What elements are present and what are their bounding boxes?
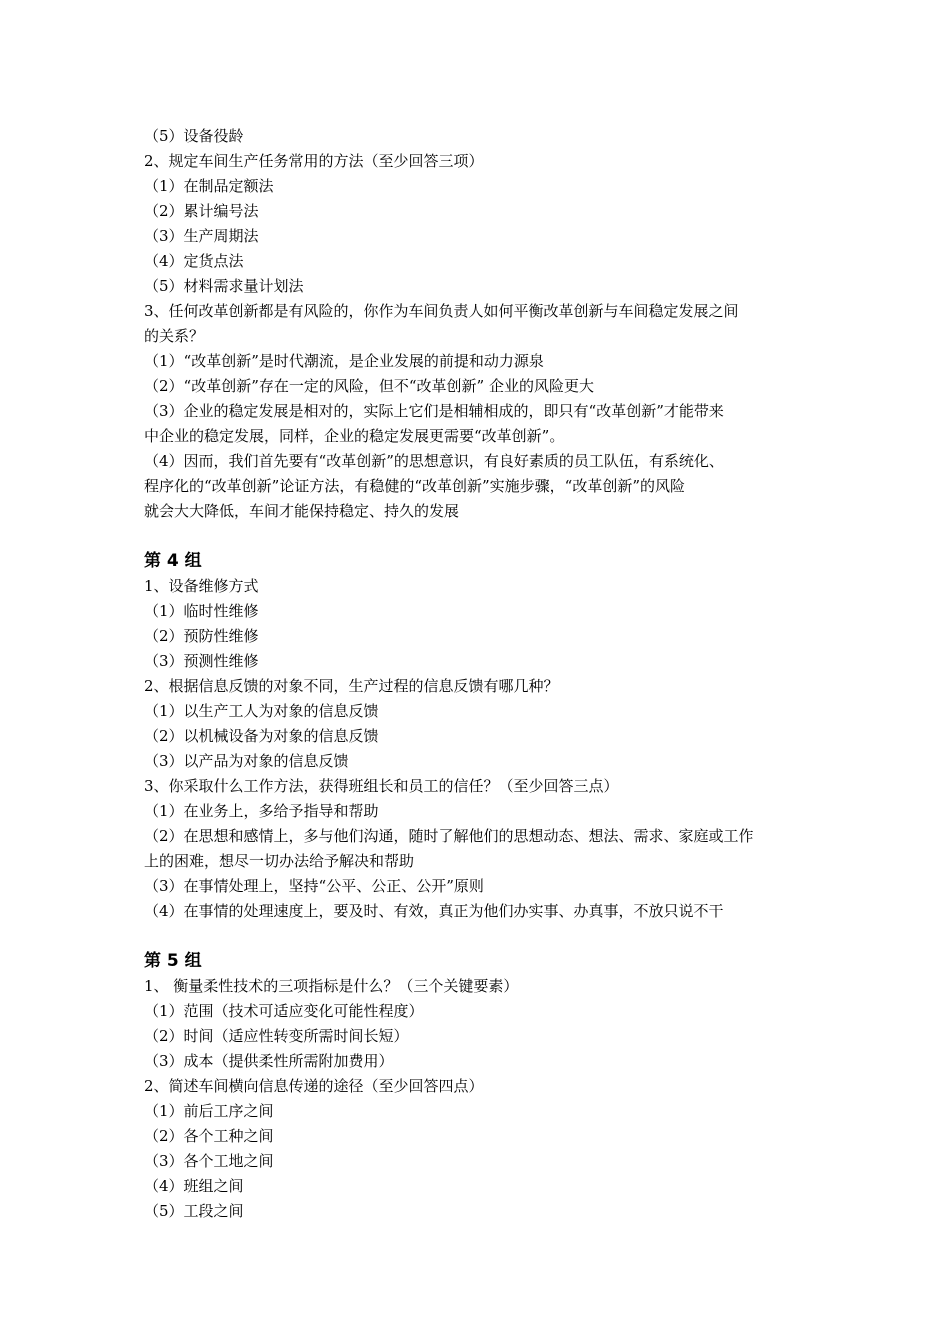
text-line: （2）预防性维修 <box>144 627 259 645</box>
text-line: （3）成本（提供柔性所需附加费用） <box>144 1052 394 1070</box>
text-line: （1）范围（技术可适应变化可能性程度） <box>144 1002 424 1020</box>
text-line: （2）累计编号法 <box>144 202 259 220</box>
text-line: （1）“改革创新”是时代潮流，是企业发展的前提和动力源泉 <box>144 352 544 370</box>
text-line: （3）企业的稳定发展是相对的，实际上它们是相辅相成的，即只有“改革创新”才能带来 <box>144 402 724 420</box>
text-line: （2）各个工种之间 <box>144 1127 274 1145</box>
text-line: 的关系？ <box>144 327 205 345</box>
text-line: 3、任何改革创新都是有风险的，你作为车间负责人如何平衡改革创新与车间稳定发展之间 <box>144 302 739 320</box>
paragraph-gap <box>144 524 810 549</box>
text-line: （5）材料需求量计划法 <box>144 277 304 295</box>
group-heading: 第 4 组 <box>144 551 202 571</box>
section-continued-questions <box>144 124 810 524</box>
text-line: （1）前后工序之间 <box>144 1102 274 1120</box>
text-line: 1、 衡量柔性技术的三项指标是什么？（三个关键要素） <box>144 977 519 995</box>
text-line: （5）设备役龄 <box>144 127 244 145</box>
text-line: （1）在制品定额法 <box>144 177 274 195</box>
text-line: （5）工段之间 <box>144 1202 244 1220</box>
text-line: 2、规定车间生产任务常用的方法（至少回答三项） <box>144 152 484 170</box>
section-group-5 <box>144 949 810 1224</box>
text-line: （1）临时性维修 <box>144 602 259 620</box>
text-line: （1）以生产工人为对象的信息反馈 <box>144 702 379 720</box>
text-line: 2、根据信息反馈的对象不同，生产过程的信息反馈有哪几种？ <box>144 677 559 695</box>
group-heading: 第 5 组 <box>144 951 202 971</box>
paragraph-gap <box>144 924 810 949</box>
text-line: （3）生产周期法 <box>144 227 259 245</box>
text-line: （2）以机械设备为对象的信息反馈 <box>144 727 379 745</box>
document-body <box>144 124 810 1224</box>
text-line: （2）在思想和感情上，多与他们沟通，随时了解他们的思想动态、想法、需求、家庭或工作 <box>144 827 754 845</box>
section-group-4 <box>144 549 810 924</box>
text-line: （3）在事情处理上，坚持“公平、公正、公开”原则 <box>144 877 484 895</box>
text-line: 中企业的稳定发展，同样，企业的稳定发展更需要“改革创新”。 <box>144 427 565 445</box>
text-line: （4）定货点法 <box>144 252 244 270</box>
text-line: 就会大大降低，车间才能保持稳定、持久的发展 <box>144 502 460 520</box>
text-line: （3）以产品为对象的信息反馈 <box>144 752 349 770</box>
text-line: （4）班组之间 <box>144 1177 244 1195</box>
text-line: （2）“改革创新”存在一定的风险，但不“改革创新” 企业的风险更大 <box>144 377 594 395</box>
text-line: 程序化的“改革创新”论证方法，有稳健的“改革创新”实施步骤，“改革创新”的风险 <box>144 477 686 495</box>
text-line: 3、你采取什么工作方法，获得班组长和员工的信任？（至少回答三点） <box>144 777 619 795</box>
text-line: （2）时间（适应性转变所需时间长短） <box>144 1027 409 1045</box>
text-line: 上的困难，想尽一切办法给予解决和帮助 <box>144 852 415 870</box>
text-line: 2、简述车间横向信息传递的途径（至少回答四点） <box>144 1077 484 1095</box>
text-line: （4）在事情的处理速度上，要及时、有效，真正为他们办实事、办真事，不放只说不干 <box>144 902 724 920</box>
text-line: （3）各个工地之间 <box>144 1152 274 1170</box>
text-line: （3）预测性维修 <box>144 652 259 670</box>
text-line: （4）因而，我们首先要有“改革创新”的思想意识，有良好素质的员工队伍，有系统化、 <box>144 452 724 470</box>
text-line: （1）在业务上，多给予指导和帮助 <box>144 802 379 820</box>
text-line: 1、设备维修方式 <box>144 577 259 595</box>
